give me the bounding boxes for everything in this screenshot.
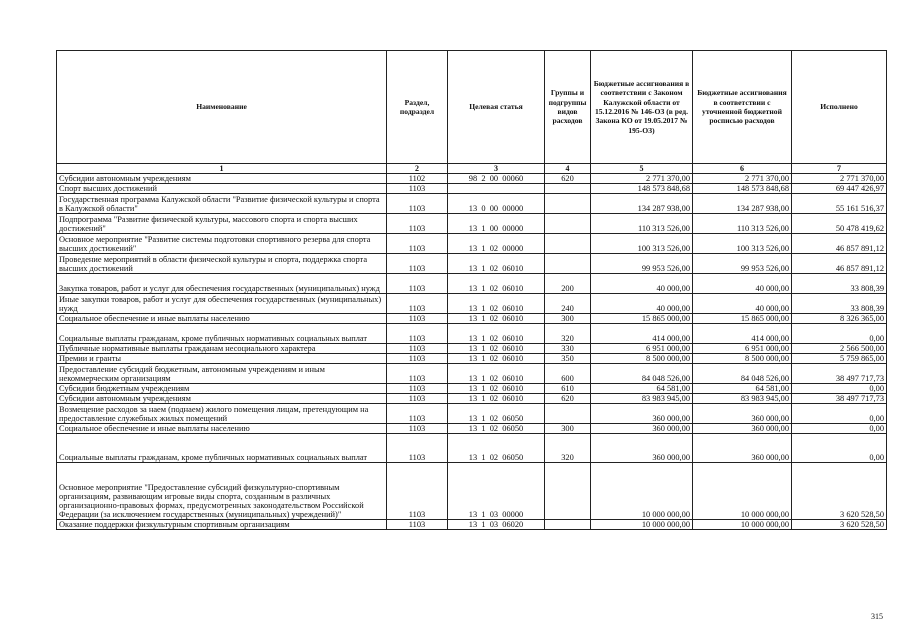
row-target: 13 1 03 06020 — [448, 520, 545, 530]
row-name: Оказание поддержки физкультурным спортивным организациям — [57, 520, 387, 530]
row-group: 620 — [545, 394, 591, 404]
row-group — [545, 194, 591, 214]
row-refined-amount: 360 000,00 — [693, 424, 792, 434]
row-group: 320 — [545, 434, 591, 463]
row-group: 350 — [545, 354, 591, 364]
row-refined-amount: 10 000 000,00 — [693, 463, 792, 520]
table-row — [57, 194, 887, 214]
table-row — [57, 254, 887, 274]
row-section: 1103 — [387, 234, 448, 254]
table-row — [57, 364, 887, 384]
row-law-amount: 99 953 526,00 — [591, 254, 693, 274]
row-refined-amount: 414 000,00 — [693, 324, 792, 344]
row-executed-amount: 69 447 426,97 — [792, 184, 887, 194]
column-number: 6 — [693, 164, 792, 174]
row-refined-amount: 148 573 848,68 — [693, 184, 792, 194]
row-name: Премии и гранты — [57, 354, 387, 364]
row-name: Закупка товаров, работ и услуг для обеспечения государственных (муниципальных) нужд — [57, 274, 387, 294]
row-target: 13 1 03 00000 — [448, 463, 545, 520]
row-group: 610 — [545, 384, 591, 394]
row-group: 300 — [545, 424, 591, 434]
row-law-amount: 40 000,00 — [591, 274, 693, 294]
row-group — [545, 214, 591, 234]
row-refined-amount: 2 771 370,00 — [693, 174, 792, 184]
row-refined-amount: 360 000,00 — [693, 404, 792, 424]
row-name: Государственная программа Калужской области "Развитие физической культуры и спорта в Калужской области" — [57, 194, 387, 214]
budget-sheet — [56, 50, 886, 530]
row-section: 1103 — [387, 384, 448, 394]
row-executed-amount: 5 759 865,00 — [792, 354, 887, 364]
row-law-amount: 64 581,00 — [591, 384, 693, 394]
row-name: Субсидии автономным учреждениям — [57, 394, 387, 404]
row-target: 13 1 02 06010 — [448, 254, 545, 274]
row-refined-amount: 100 313 526,00 — [693, 234, 792, 254]
row-law-amount: 100 313 526,00 — [591, 234, 693, 254]
row-name: Основное мероприятие "Развитие системы подготовки спортивного резерва для спорта высших достижений" — [57, 234, 387, 254]
page-number: 315 — [871, 612, 883, 621]
row-executed-amount: 3 620 528,50 — [792, 463, 887, 520]
row-target: 13 1 02 06050 — [448, 424, 545, 434]
table-row — [57, 434, 887, 463]
row-section: 1103 — [387, 520, 448, 530]
row-group — [545, 520, 591, 530]
table-row — [57, 520, 887, 530]
row-executed-amount: 0,00 — [792, 324, 887, 344]
row-name: Предоставление субсидий бюджетным, автономным учреждениям и иным некоммерческим организациям — [57, 364, 387, 384]
row-executed-amount: 33 808,39 — [792, 294, 887, 314]
table-row — [57, 184, 887, 194]
row-group — [545, 463, 591, 520]
row-name: Спорт высших достижений — [57, 184, 387, 194]
row-section: 1103 — [387, 344, 448, 354]
row-section: 1103 — [387, 463, 448, 520]
row-executed-amount: 46 857 891,12 — [792, 234, 887, 254]
column-number: 5 — [591, 164, 693, 174]
header-refined: Бюджетные ассигнования в соответствии с уточненной бюджетной росписью расходов — [693, 51, 792, 164]
table-row — [57, 324, 887, 344]
row-executed-amount: 46 857 891,12 — [792, 254, 887, 274]
row-law-amount: 84 048 526,00 — [591, 364, 693, 384]
row-name: Возмещение расходов за наем (поднаем) жилого помещения лицам, претендующим на предоставление служебных жилых помещений — [57, 404, 387, 424]
row-group — [545, 254, 591, 274]
row-law-amount: 360 000,00 — [591, 434, 693, 463]
row-refined-amount: 10 000 000,00 — [693, 520, 792, 530]
row-group: 600 — [545, 364, 591, 384]
row-law-amount: 8 500 000,00 — [591, 354, 693, 364]
table-row — [57, 294, 887, 314]
row-name: Субсидии автономным учреждениям — [57, 174, 387, 184]
row-target: 13 1 02 06050 — [448, 404, 545, 424]
table-row — [57, 463, 887, 520]
row-group: 620 — [545, 174, 591, 184]
row-executed-amount: 55 161 516,37 — [792, 194, 887, 214]
row-refined-amount: 110 313 526,00 — [693, 214, 792, 234]
row-name: Социальные выплаты гражданам, кроме публичных нормативных социальных выплат — [57, 434, 387, 463]
table-row — [57, 234, 887, 254]
table-row — [57, 354, 887, 364]
row-name: Иные закупки товаров, работ и услуг для обеспечения государственных (муниципальных) нужд — [57, 294, 387, 314]
row-group: 320 — [545, 324, 591, 344]
row-target: 13 1 02 06010 — [448, 384, 545, 394]
row-law-amount: 110 313 526,00 — [591, 214, 693, 234]
row-section: 1103 — [387, 364, 448, 384]
row-group — [545, 184, 591, 194]
row-section: 1103 — [387, 274, 448, 294]
row-refined-amount: 6 951 000,00 — [693, 344, 792, 354]
row-executed-amount: 0,00 — [792, 424, 887, 434]
row-refined-amount: 8 500 000,00 — [693, 354, 792, 364]
row-target: 13 1 02 06010 — [448, 364, 545, 384]
row-target: 13 1 02 06050 — [448, 434, 545, 463]
row-target: 13 0 00 00000 — [448, 194, 545, 214]
row-executed-amount: 2 566 500,00 — [792, 344, 887, 354]
row-executed-amount: 3 620 528,50 — [792, 520, 887, 530]
row-name: Социальные выплаты гражданам, кроме публичных нормативных социальных выплат — [57, 324, 387, 344]
row-target: 13 1 00 00000 — [448, 214, 545, 234]
header-row — [57, 51, 887, 164]
row-target: 98 2 00 00060 — [448, 174, 545, 184]
row-target: 13 1 02 06010 — [448, 294, 545, 314]
row-name: Социальное обеспечение и иные выплаты населению — [57, 424, 387, 434]
row-target: 13 1 02 06010 — [448, 394, 545, 404]
row-section: 1103 — [387, 404, 448, 424]
row-executed-amount: 50 478 419,62 — [792, 214, 887, 234]
row-law-amount: 83 983 945,00 — [591, 394, 693, 404]
row-section: 1103 — [387, 434, 448, 463]
row-group: 200 — [545, 274, 591, 294]
row-refined-amount: 40 000,00 — [693, 274, 792, 294]
row-group — [545, 404, 591, 424]
column-number: 2 — [387, 164, 448, 174]
row-executed-amount: 0,00 — [792, 384, 887, 394]
row-refined-amount: 134 287 938,00 — [693, 194, 792, 214]
row-section: 1103 — [387, 354, 448, 364]
row-section: 1103 — [387, 314, 448, 324]
row-law-amount: 40 000,00 — [591, 294, 693, 314]
row-refined-amount: 99 953 526,00 — [693, 254, 792, 274]
row-refined-amount: 83 983 945,00 — [693, 394, 792, 404]
column-number-row — [57, 164, 887, 174]
row-section: 1103 — [387, 254, 448, 274]
row-section: 1103 — [387, 184, 448, 194]
row-section: 1103 — [387, 194, 448, 214]
table-row — [57, 394, 887, 404]
row-name: Подпрограмма "Развитие физической культуры, массового спорта и спорта высших достижений" — [57, 214, 387, 234]
column-number: 4 — [545, 164, 591, 174]
row-name: Проведение мероприятий в области физической культуры и спорта, поддержка спорта высших достижений — [57, 254, 387, 274]
row-group: 300 — [545, 314, 591, 324]
row-section: 1102 — [387, 174, 448, 184]
header-executed: Исполнено — [792, 51, 887, 164]
row-name: Публичные нормативные выплаты гражданам несоциального характера — [57, 344, 387, 354]
budget-table — [56, 50, 887, 530]
table-row — [57, 314, 887, 324]
row-executed-amount: 2 771 370,00 — [792, 174, 887, 184]
table-row — [57, 214, 887, 234]
row-target: 13 1 02 06010 — [448, 354, 545, 364]
row-executed-amount: 33 808,39 — [792, 274, 887, 294]
column-number: 7 — [792, 164, 887, 174]
row-law-amount: 10 000 000,00 — [591, 463, 693, 520]
row-executed-amount: 0,00 — [792, 404, 887, 424]
header-groups: Группы и подгруппы видов расходов — [545, 51, 591, 164]
row-executed-amount: 0,00 — [792, 434, 887, 463]
table-row — [57, 424, 887, 434]
row-target: 13 1 02 06010 — [448, 314, 545, 324]
row-refined-amount: 40 000,00 — [693, 294, 792, 314]
row-law-amount: 10 000 000,00 — [591, 520, 693, 530]
header-target: Целевая статья — [448, 51, 545, 164]
row-refined-amount: 64 581,00 — [693, 384, 792, 394]
row-refined-amount: 84 048 526,00 — [693, 364, 792, 384]
row-law-amount: 6 951 000,00 — [591, 344, 693, 354]
row-law-amount: 360 000,00 — [591, 424, 693, 434]
row-executed-amount: 38 497 717,73 — [792, 364, 887, 384]
row-law-amount: 134 287 938,00 — [591, 194, 693, 214]
table-row — [57, 344, 887, 354]
header-section: Раздел, подраздел — [387, 51, 448, 164]
row-law-amount: 360 000,00 — [591, 404, 693, 424]
row-section: 1103 — [387, 424, 448, 434]
row-name: Социальное обеспечение и иные выплаты населению — [57, 314, 387, 324]
row-section: 1103 — [387, 294, 448, 314]
table-row — [57, 404, 887, 424]
header-name: Наименование — [57, 51, 387, 164]
row-target — [448, 184, 545, 194]
row-group: 240 — [545, 294, 591, 314]
row-target: 13 1 02 06010 — [448, 344, 545, 354]
row-section: 1103 — [387, 214, 448, 234]
row-name: Субсидии бюджетным учреждениям — [57, 384, 387, 394]
column-number: 1 — [57, 164, 387, 174]
row-executed-amount: 8 326 365,00 — [792, 314, 887, 324]
row-group — [545, 234, 591, 254]
table-row — [57, 174, 887, 184]
row-law-amount: 414 000,00 — [591, 324, 693, 344]
row-refined-amount: 15 865 000,00 — [693, 314, 792, 324]
table-row — [57, 274, 887, 294]
row-section: 1103 — [387, 394, 448, 404]
row-law-amount: 2 771 370,00 — [591, 174, 693, 184]
row-executed-amount: 38 497 717,73 — [792, 394, 887, 404]
row-target: 13 1 02 06010 — [448, 274, 545, 294]
row-target: 13 1 02 06010 — [448, 324, 545, 344]
row-name: Основное мероприятие "Предоставление субсидий физкультурно-спортивным организациям, развивающим игровые виды спорта, созданным в различных организационно-правовых формах, предусмотренных законодательством Российской Федерации (за исключением государственных (муниципальных) учреждений)" — [57, 463, 387, 520]
row-section: 1103 — [387, 324, 448, 344]
column-number: 3 — [448, 164, 545, 174]
row-law-amount: 15 865 000,00 — [591, 314, 693, 324]
row-group: 330 — [545, 344, 591, 354]
row-target: 13 1 02 00000 — [448, 234, 545, 254]
table-row — [57, 384, 887, 394]
header-law: Бюджетные ассигнования в соответствии с Законом Калужской области от 15.12.2016 № 146-ОЗ (в ред. Закона КО от 19.05.2017 № 195-ОЗ) — [591, 51, 693, 164]
row-law-amount: 148 573 848,68 — [591, 184, 693, 194]
row-refined-amount: 360 000,00 — [693, 434, 792, 463]
